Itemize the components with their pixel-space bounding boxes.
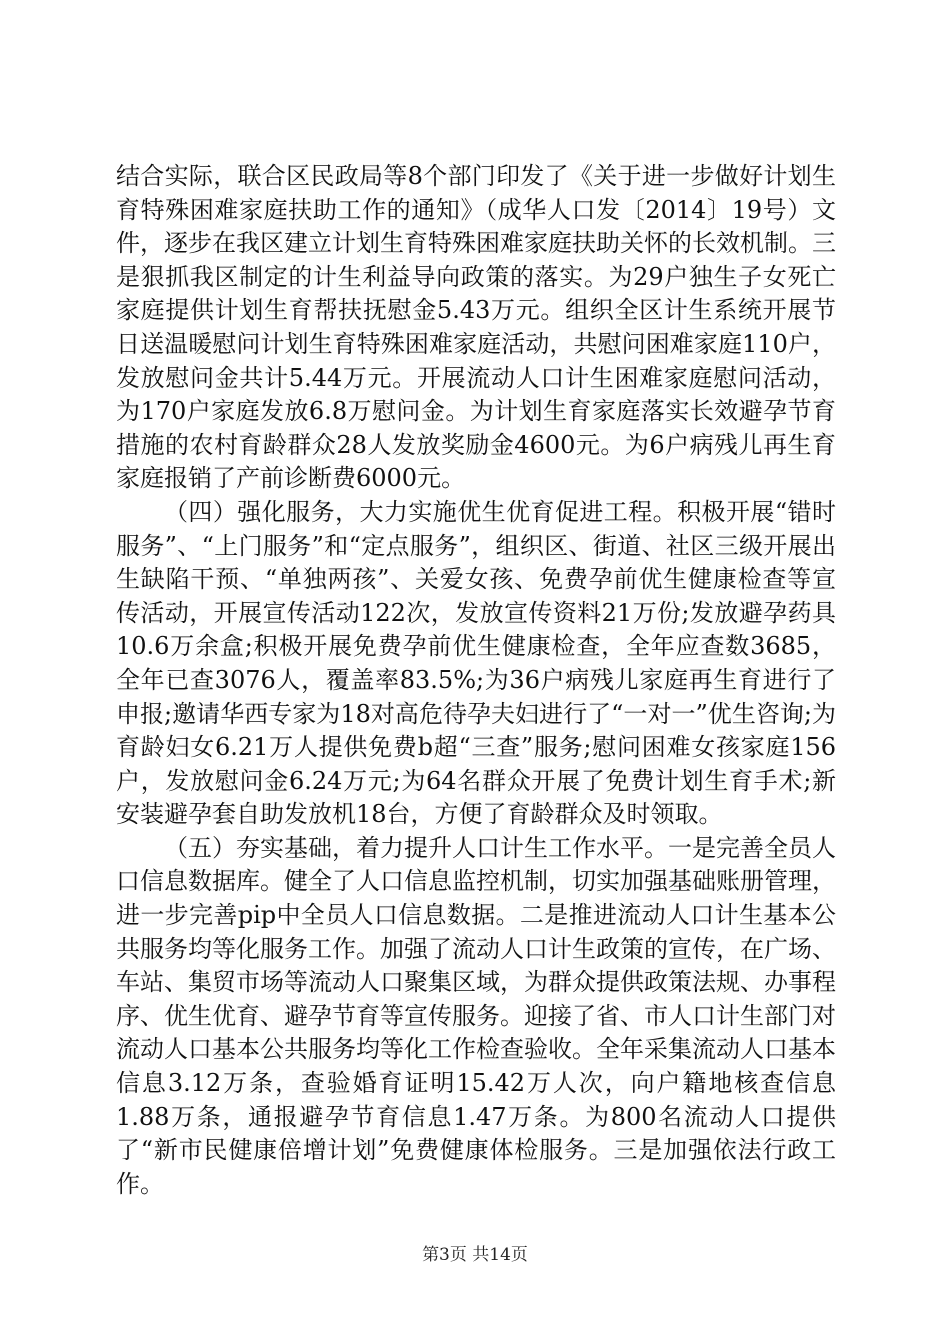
paragraph-section-four: （四）强化服务，大力实施优生优育促进工程。积极开展“错时服务”、“上门服务”和“定点服务”，组织区、街道、社区三级开展出生缺陷干预、“单独两孩”、关爱女孩、免费孕前优生健康检查等宣传活动，开展宣传活动122次，发放宣传资料21万份;发放避孕药具10.6万余盒;积极开展免费孕前优生健康检查，全年应查数3685，全年已查3076人，覆盖率83.5%;为36户病残儿家庭再生育进行了申报;邀请华西专家为18对高危待孕夫妇进行了“一对一”优生咨询;为育龄妇女6.21万人提供免费b超“三查”服务;慰问困难女孩家庭156户，发放慰问金6.24万元;为64名群众开展了免费计划生育手术;新安装避孕套自助发放机18台，方便了育龄群众及时领取。 xyxy=(116,497,836,829)
page-footer: 第3页 共14页 xyxy=(422,1245,528,1265)
paragraph-section-five: （五）夯实基础，着力提升人口计生工作水平。一是完善全员人口信息数据库。健全了人口信息监控机制，切实加强基础账册管理，进一步完善pip中全员人口信息数据。二是推进流动人口计生基本公共服务均等化服务工作。加强了流动人口计生政策的宣传，在广场、车站、集贸市场等流动人口聚集区域，为群众提供政策法规、办事程序、优生优育、避孕节育等宣传服务。迎接了省、市人口计生部门对流动人口基本公共服务均等化工作检查验收。全年采集流动人口基本信息3.12万条，查验婚育证明15.42万人次，向户籍地核查信息1.88万条，通报避孕节育信息1.47万条。为800名流动人口提供了“新市民健康倍增计划”免费健康体检服务。三是加强依法行政工作。 xyxy=(116,833,836,1198)
document-body xyxy=(116,160,836,1201)
paragraph-continued: 结合实际，联合区民政局等8个部门印发了《关于进一步做好计划生育特殊困难家庭扶助工作的通知》（成华人口发〔2014〕19号）文件，逐步在我区建立计划生育特殊困难家庭扶助关怀的长效机制。三是狠抓我区制定的计生利益导向政策的落实。为29户独生子女死亡家庭提供计划生育帮扶抚慰金5.43万元。组织全区计生系统开展节日送温暖慰问计划生育特殊困难家庭活动，共慰问困难家庭110户，发放慰问金共计5.44万元。开展流动人口计生困难家庭慰问活动，为170户家庭发放6.8万慰问金。为计划生育家庭落实长效避孕节育措施的农村育龄群众28人发放奖励金4600元。为6户病残儿再生育家庭报销了产前诊断费6000元。 xyxy=(116,162,836,493)
